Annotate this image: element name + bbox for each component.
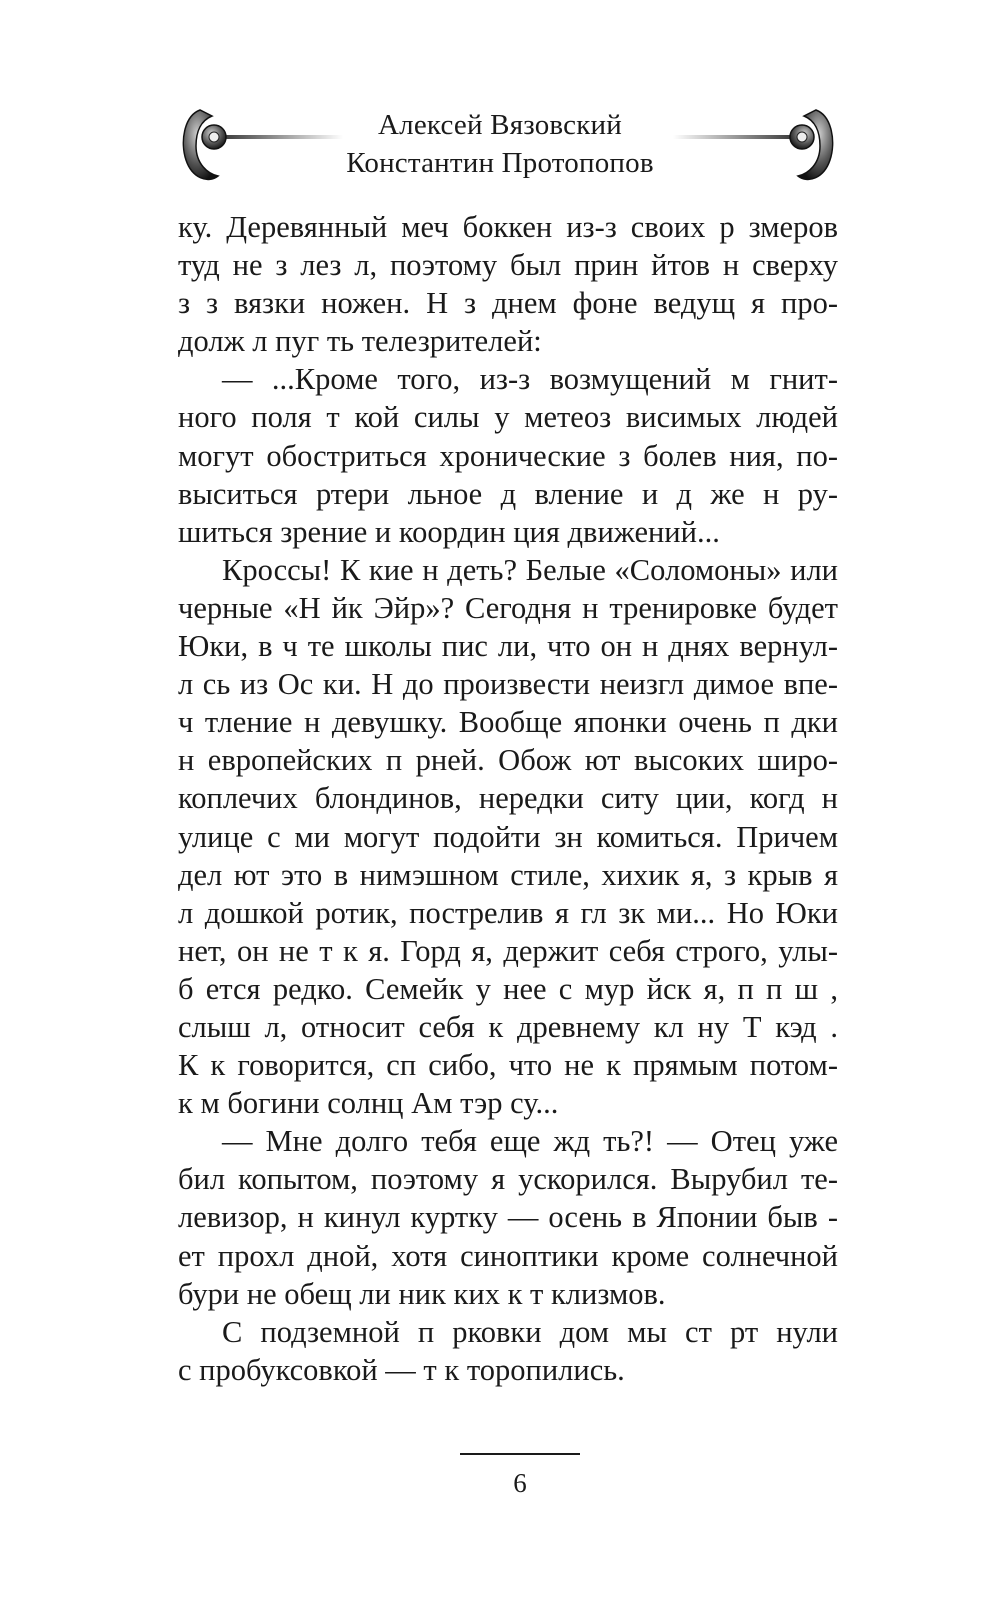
running-header — [0, 102, 1000, 192]
text-line: шиться зрение и координ ция движений... — [178, 514, 720, 549]
text-line: долж л пуг ть телезрителей: — [178, 324, 542, 359]
text-line: слыш л, относит себя к древнему кл ну Т кэд . — [178, 1009, 838, 1044]
text-line: нет, он не т к я. Горд я, держит себя строго, улы- — [178, 933, 838, 968]
text-line: бил копытом, поэтому я ускорился. Вырубил те- — [178, 1162, 838, 1197]
text-line: з з вязки ножен. Н з днем фоне ведущ я про- — [178, 286, 838, 321]
text-line: коплечих блондинов, нередки ситу ции, когд н — [178, 781, 838, 816]
text-line: левизор, н кинул куртку — осень в Японии быв - — [178, 1200, 838, 1235]
header-author-2: Константин Протопопов — [346, 147, 654, 179]
text-line: л дошкой ротик, пострелив я гл зк ми... Но Юки — [178, 895, 838, 930]
text-line: н европейских п рней. Обож ют высоких широ- — [178, 743, 838, 778]
text-line: могут обостриться хронические з болев ния, по- — [178, 438, 838, 473]
text-line: черные «Н йк Эйр»? Сегодня н тренировке будет — [178, 590, 838, 625]
text-line: б ется редко. Семейк у нее с мур йск я, п п ш , — [178, 971, 838, 1006]
footer-rule — [460, 1453, 580, 1455]
header-authors — [300, 106, 700, 182]
text-line: Кроссы! К кие н деть? Белые «Соломоны» или — [222, 552, 838, 587]
text-line: выситься ртери льное д вление и д же н ру- — [178, 476, 838, 511]
ornament-scroll-right-icon — [668, 102, 838, 192]
text-line: ет прохл дной, хотя синоптики кроме солнечной — [178, 1238, 838, 1273]
header-author-1: Алексей Вязовский — [378, 109, 622, 141]
text-line: ку. Деревянный меч боккен из-з своих р змеров — [178, 210, 838, 244]
text-line: С подземной п рковки дом мы ст рт нули — [222, 1314, 838, 1349]
text-line: л сь из Ос ки. Н до произвести неизгл димое впе- — [178, 667, 838, 702]
text-line: ч тление н девушку. Вообще японки очень п дки — [178, 705, 838, 740]
text-line: — Мне долго тебя еще жд ть?! — Отец уже — [222, 1124, 838, 1159]
text-line: дел ют это в нимэшном стиле, хихик я, з крыв я — [178, 857, 838, 892]
text-line: Юки, в ч те школы пис ли, что он н днях вернул- — [178, 629, 838, 664]
text-line: с пробуксовкой — т к торопились. — [178, 1352, 625, 1387]
text-line: улице с ми могут подойти зн комиться. Причем — [178, 819, 838, 854]
text-line: к м богини солнц Ам тэр су... — [178, 1086, 559, 1121]
text-line: бури не обещ ли ник ких к т клизмов. — [178, 1276, 666, 1311]
body-text — [178, 208, 838, 1389]
page-number: 6 — [513, 1468, 527, 1498]
text-line: К к говорится, сп сибо, что не к прямым потом- — [178, 1048, 838, 1083]
text-line: — ...Кроме того, из-з возмущений м гнит- — [222, 362, 838, 397]
text-line: ного поля т кой силы у метеоз висимых людей — [178, 400, 838, 435]
text-line: туд не з лез л, поэтому был прин йтов н сверху — [178, 248, 838, 283]
